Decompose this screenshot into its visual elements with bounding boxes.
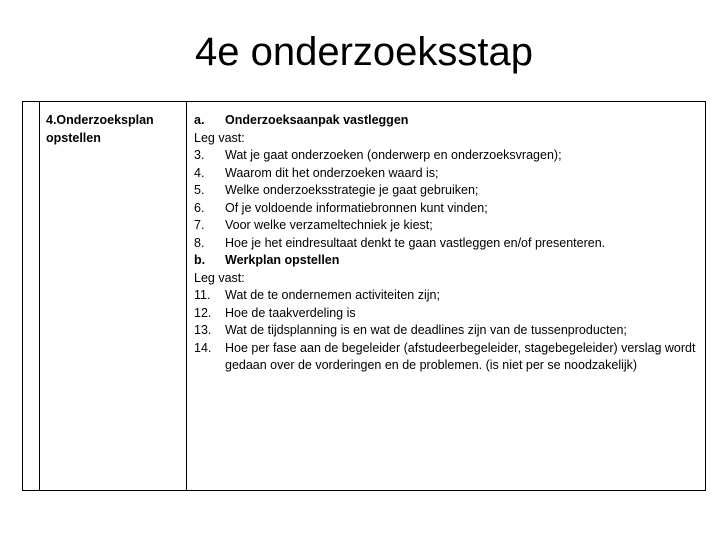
- list-item: [194, 340, 699, 375]
- step-heading: [46, 112, 184, 147]
- lead-text: Leg vast:: [194, 130, 245, 145]
- list-item: [194, 165, 699, 183]
- section-title: Onderzoeksaanpak vastleggen: [225, 113, 409, 127]
- item-text: Wat de te ondernemen activiteiten zijn;: [225, 288, 440, 302]
- section-title: Werkplan opstellen: [225, 253, 340, 267]
- item-text: Wat de tijdsplanning is en wat de deadlines zijn van de tussenproducten;: [225, 323, 627, 337]
- list-item: [194, 305, 699, 323]
- list-item: [194, 217, 699, 235]
- list-item: [194, 287, 699, 305]
- list-item: [194, 235, 699, 253]
- step-description: [194, 112, 699, 375]
- item-text: Waarom dit het onderzoeken waard is;: [225, 165, 439, 180]
- list-item: [194, 147, 699, 165]
- item-text: Wat je gaat onderzoeken (onderwerp en onderzoeksvragen);: [225, 148, 562, 162]
- item-number: 11.: [194, 288, 211, 302]
- list-item: [194, 182, 699, 200]
- item-text: Of je voldoende informatiebronnen kunt vinden;: [225, 200, 488, 215]
- item-number: 8.: [194, 235, 205, 250]
- item-text: Hoe per fase aan de begeleider (afstudeerbegeleider, stagebegeleider) verslag wordt gedaan over de vorderingen en de problemen. (is niet per se noodzakelijk): [225, 340, 696, 372]
- item-number: 7.: [194, 218, 205, 232]
- list-item: [194, 322, 699, 340]
- table-divider: [186, 102, 187, 490]
- item-number: 4.: [194, 165, 205, 180]
- item-number: 5.: [194, 183, 205, 197]
- content-table: [22, 101, 706, 491]
- section-marker: b.: [194, 253, 206, 267]
- item-text: Hoe je het eindresultaat denkt te gaan vastleggen en/of presenteren.: [225, 235, 606, 250]
- lead-text: Leg vast:: [194, 270, 245, 285]
- section-marker: a.: [194, 113, 205, 127]
- table-divider: [39, 102, 40, 490]
- step-heading-line: opstellen: [46, 130, 101, 145]
- item-text: Welke onderzoeksstrategie je gaat gebruiken;: [225, 183, 479, 197]
- list-item: [194, 200, 699, 218]
- step-heading-line: 4.Onderzoeksplan: [46, 113, 154, 127]
- slide-title: 4e onderzoeksstap: [194, 30, 533, 74]
- item-text: Hoe de taakverdeling is: [225, 305, 356, 320]
- item-number: 14.: [194, 340, 212, 355]
- section-b-heading: [194, 252, 699, 270]
- item-number: 6.: [194, 200, 205, 215]
- item-number: 3.: [194, 148, 205, 162]
- section-a-heading: [194, 112, 699, 130]
- item-text: Voor welke verzameltechniek je kiest;: [225, 218, 433, 232]
- item-number: 12.: [194, 305, 212, 320]
- item-number: 13.: [194, 323, 212, 337]
